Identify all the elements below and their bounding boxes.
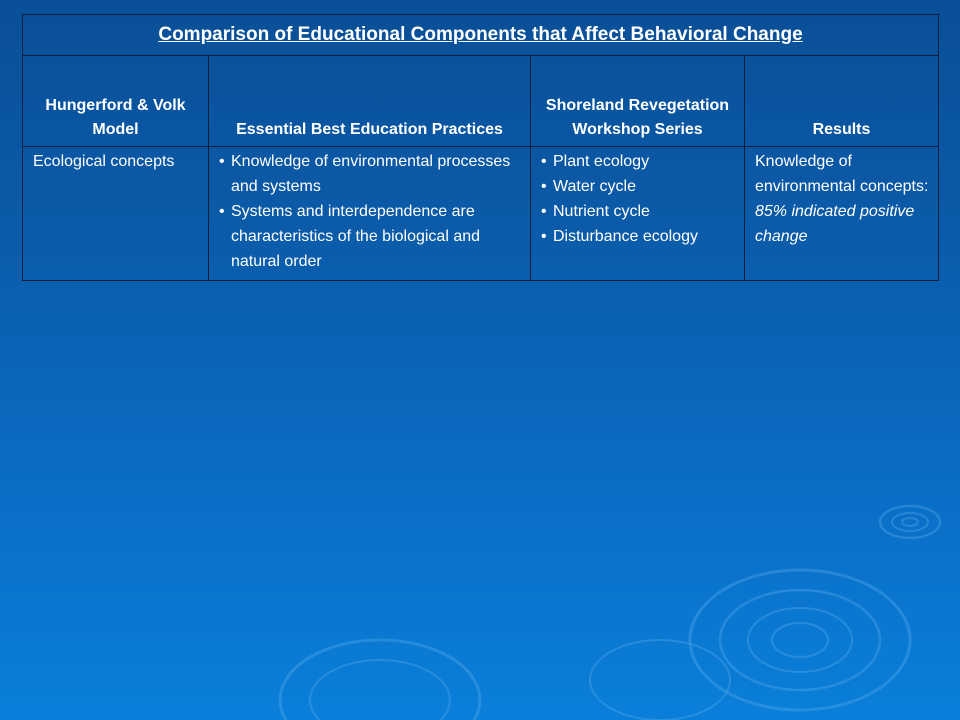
cell-results [745,147,939,281]
header-results: Results [745,56,939,147]
list-item: • Plant ecology [541,149,738,174]
results-lead: Knowledge of environmental concepts: [755,153,929,195]
list-item: • Nutrient cycle [541,199,738,224]
ripple-group-small [880,506,940,538]
table-row [23,147,939,281]
ripple-group-large [690,570,910,710]
ripple-group-bottom [280,640,730,720]
list-item: • Systems and interdependence are characteristics of the biological and natural order [219,199,524,274]
cell-workshop [531,147,745,281]
list-item: • Knowledge of environmental processes and systems [219,149,524,199]
results-emphasis: 85% indicated positive change [755,203,915,245]
cell-model: Ecological concepts [23,147,209,281]
comparison-table [22,14,939,281]
workshop-topics-list [541,149,738,249]
cell-practices [209,147,531,281]
practices-list [219,149,524,274]
header-model: Hungerford & Volk Model [23,56,209,147]
header-practices: Essential Best Education Practices [209,56,531,147]
header-workshop: Shoreland Revegetation Workshop Series [531,56,745,147]
title-row [23,15,939,56]
list-item: • Water cycle [541,174,738,199]
header-row [23,56,939,147]
table-title: Comparison of Educational Components that Affect Behavioral Change [23,15,939,56]
list-item: • Disturbance ecology [541,224,738,249]
